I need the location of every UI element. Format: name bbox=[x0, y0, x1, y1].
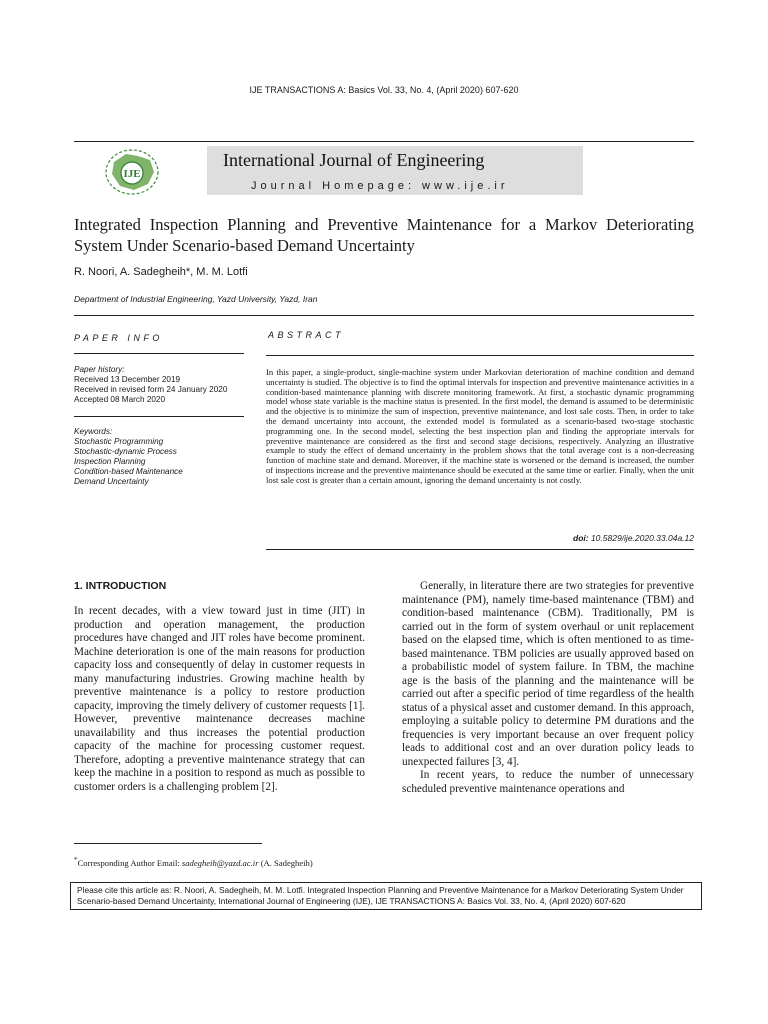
footnote-suffix: (A. Sadegheih) bbox=[258, 857, 313, 868]
keyword-item: Stochastic Programming bbox=[74, 437, 164, 446]
keyword-item: Condition-based Maintenance bbox=[74, 467, 183, 476]
body-paragraph: In recent years, to reduce the number of unnecessary scheduled preventive maintenance operations and bbox=[402, 769, 694, 795]
history-label: Paper history: bbox=[74, 365, 125, 374]
footnote-rule bbox=[74, 843, 262, 844]
article-title: Integrated Inspection Planning and Preventive Maintenance for a Markov Deteriorating System Under Scenario-based Demand Uncertainty bbox=[74, 215, 694, 255]
doi-rule bbox=[266, 549, 694, 550]
keyword-item: Stochastic-dynamic Process bbox=[74, 447, 177, 456]
paper-info-rule bbox=[74, 353, 244, 354]
author-email[interactable]: sadegheih@yazd.ac.ir bbox=[181, 857, 259, 868]
section-heading: 1. INTRODUCTION bbox=[74, 580, 167, 592]
history-accepted: Accepted 08 March 2020 bbox=[74, 395, 166, 404]
journal-homepage[interactable]: Journal Homepage: www.ije.ir bbox=[251, 180, 509, 192]
keywords-block bbox=[74, 427, 249, 487]
corresponding-author-footnote bbox=[74, 856, 313, 868]
abstract-rule bbox=[266, 355, 694, 356]
doi-line[interactable] bbox=[266, 533, 694, 543]
paper-info-heading: PAPER INFO bbox=[74, 333, 163, 343]
doi-label: doi: bbox=[573, 533, 589, 543]
history-received: Received 13 December 2019 bbox=[74, 375, 181, 384]
abstract-text: In this paper, a single-product, single-machine system under Markovian deterioration of machine condition and demand uncertainty is studied. The objective is to find the optimal intervals for inspection and preventive maintenance activities in a condition-based maintenance planning with discrete monitoring framework. At first, a stochastic dynamic programming model whose state variable is the machine status is presented. In the first model, the demand is assumed to be deterministic and the objective is to minimize the sum of inspection, preventive maintenance, and lost sale costs. Then, in order to take the demand uncertainty into account, the extended model is formulated as a scenario-based two-stage stochastic programming one. In the second model, selecting the best inspection plan and finding the appropriate intervals for preventive maintenance are considered as the first and second stage decisions, respectively. Analyzing an illustrative example to study the effect of demand uncertainty in the problem shows that the total average cost is a non-decreasing function of machine state and demand. Moreover, if the machine state is worsened or the demand is increased, the number of inspections increase and the preventive maintenance should be executed at the same time or earlier. Finally, when the unit lost sale cost is greater than a certain amount, ignoring the demand uncertainty is not costly. bbox=[266, 367, 694, 485]
footnote-text: Corresponding Author Email: bbox=[77, 857, 182, 868]
journal-title: International Journal of Engineering bbox=[223, 150, 485, 170]
header-rule bbox=[74, 141, 694, 142]
doi-value[interactable]: 10.5829/ije.2020.33.04a.12 bbox=[590, 533, 694, 543]
right-column bbox=[402, 580, 694, 796]
running-head: IJE TRANSACTIONS A: Basics Vol. 33, No. 4, (April 2020) 607-620 bbox=[249, 85, 519, 95]
logo-text: IJE bbox=[123, 168, 141, 180]
body-paragraph: In recent decades, with a view toward just in time (JIT) in production and operation management, the production procedures have changed and JIT roles have become prominent. Machine deterioration is one of the main reasons for production capacity loss and consequently of delay in customer requests in many manufacturing industries. Growing machine health by preventive maintenance is a policy to restore production capacity, improving the timely delivery of customer requests [1]. However, preventive maintenance decreases machine unavailability and thus increases the potential production capacity of the machine for processing customer request. Therefore, adopting a preventive maintenance strategy that can keep the machine in a position to respond as much as possible to customer orders is a challenging problem [2]. bbox=[74, 605, 365, 793]
abstract-heading: ABSTRACT bbox=[268, 330, 345, 340]
article-authors: R. Noori, A. Sadegheih*, M. M. Lotfi bbox=[74, 266, 248, 278]
history-rule bbox=[74, 416, 244, 417]
history-revised: Received in revised form 24 January 2020 bbox=[74, 385, 228, 394]
article-affiliation: Department of Industrial Engineering, Yazd University, Yazd, Iran bbox=[74, 294, 318, 304]
keyword-item: Inspection Planning bbox=[74, 457, 146, 466]
keyword-item: Demand Uncertainty bbox=[74, 477, 149, 486]
journal-banner bbox=[207, 146, 583, 195]
footnote-marker: * bbox=[74, 856, 78, 864]
ije-logo bbox=[104, 148, 160, 196]
body-paragraph: Generally, in literature there are two strategies for preventive maintenance (PM), namely time-based maintenance (TBM) and condition-based maintenance (CBM). Traditionally, PM is carried out in the form of system overhaul or unit replacement based on the elapsed time, which is often mentioned to as time-based maintenance. TBM policies are usually approved based on a probabilistic model of system failure. In TBM, the machine age is the basis of the planning and the maintenance will be carried out after a specific period of time regardless of the health status of a physical asset and customer demand. In this approach, employing a suitable policy to determine PM durations and the frequencies is very important because an over frequent policy leads to additional cost and an over duration policy leads to unexpected failures [3, 4]. bbox=[402, 580, 694, 768]
citation-box: Please cite this article as: R. Noori, A. Sadegheih, M. M. Lotfi. Integrated Inspection Planning and Preventive Maintenance for a Markov Deteriorating System Under Scenario-based Demand Uncertainty, International Journal of Engineering (IJE), IJE TRANSACTIONS A: Basics Vol. 33, No. 4, (April 2020) 607-620 bbox=[70, 882, 702, 910]
left-column bbox=[74, 580, 365, 794]
paper-history bbox=[74, 365, 249, 405]
affiliation-rule bbox=[74, 315, 694, 316]
keywords-label: Keywords: bbox=[74, 427, 113, 436]
